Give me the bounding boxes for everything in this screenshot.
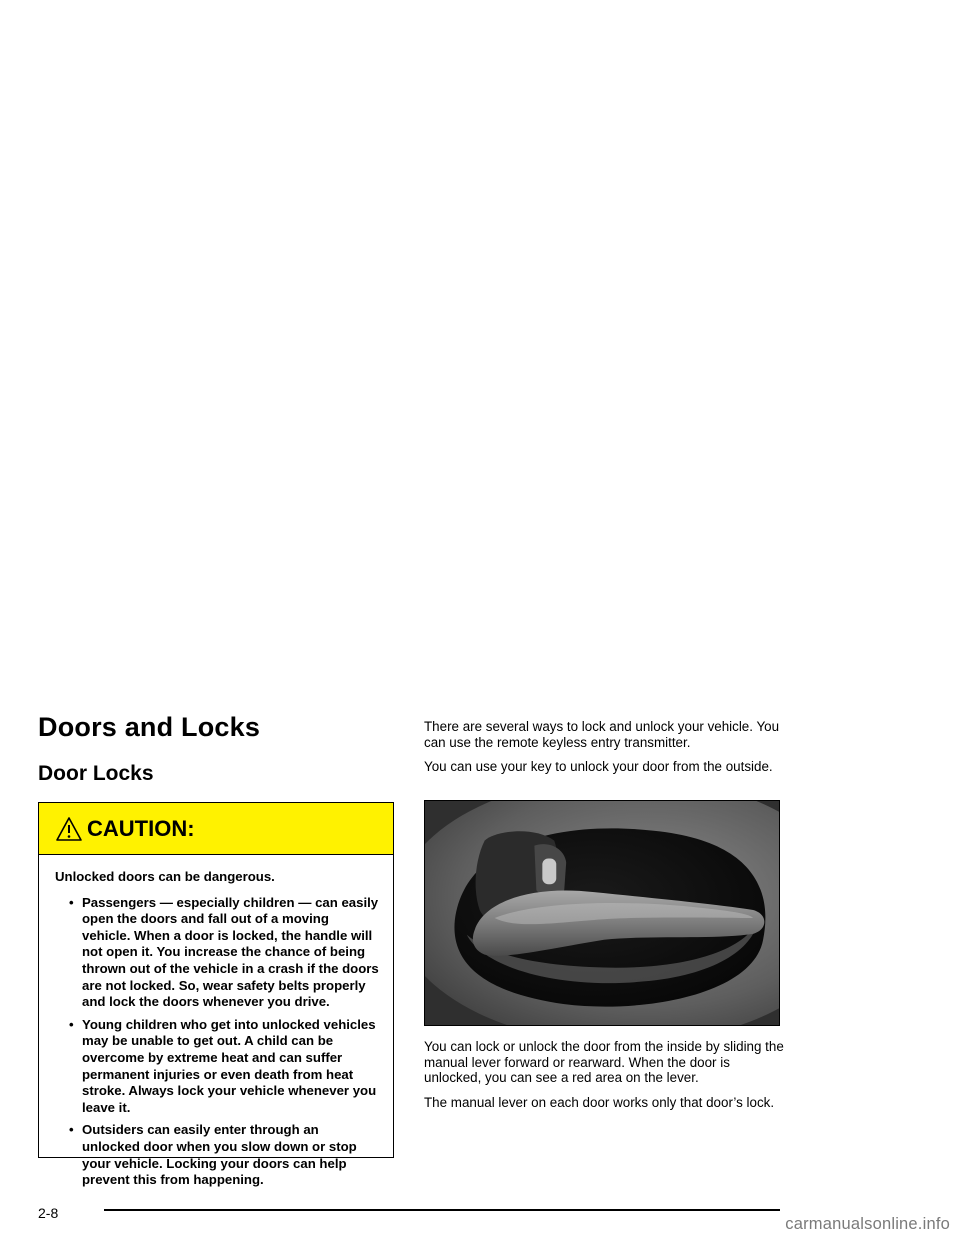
caution-intro: Unlocked doors can be dangerous. (55, 869, 275, 884)
paragraph-lock-ways: There are several ways to lock and unlock your vehicle. You can use the remote keyless entry transmitter. (424, 719, 780, 750)
caution-list (55, 895, 379, 1189)
lever-text (424, 1039, 784, 1119)
caution-body (39, 855, 393, 1189)
footer-rule (104, 1209, 780, 1211)
section-title: Doors and Locks (38, 712, 261, 742)
paragraph-each-door: The manual lever on each door works only that door’s lock. (424, 1094, 775, 1110)
caution-bullet: • Young children who get into unlocked vehicles may be unable to get out. A child can be overcome by extreme heat and can suffer permanent injuries or even death from heat stroke. Always lock your vehicle whenever you leave it. (69, 1017, 379, 1117)
watermark: carmanualsonline.info (785, 1215, 950, 1233)
caution-box (38, 802, 394, 1188)
warning-triangle-icon (55, 816, 83, 842)
caution-bullet: • Passengers — especially children — can easily open the doors and fall out of a moving vehicle. When a door is locked, the handle will not open it. You increase the chance of being thrown out of the vehicle in a crash if the doors are not locked. So, wear safety belts properly and lock the doors whenever you drive. (69, 895, 379, 1011)
page-number: 2-8 (38, 1205, 59, 1221)
paragraph-key-unlock: You can use your key to unlock your door from the outside. (424, 759, 773, 775)
intro-text (424, 719, 784, 784)
door-handle-illustration (425, 801, 779, 1025)
subsection-title: Door Locks (38, 762, 154, 785)
caution-label: CAUTION: (87, 815, 195, 841)
caution-header (39, 803, 393, 855)
paragraph-manual-lever: You can lock or unlock the door from the inside by sliding the manual lever forward or rearward. When the door is unlocked, you can see a red area on the lever. (424, 1039, 784, 1086)
door-handle-photo (424, 800, 780, 1026)
caution-bullet: • Outsiders can easily enter through an unlocked door when you slow down or stop your vehicle. Locking your doors can help prevent this from happening. (69, 1122, 379, 1188)
